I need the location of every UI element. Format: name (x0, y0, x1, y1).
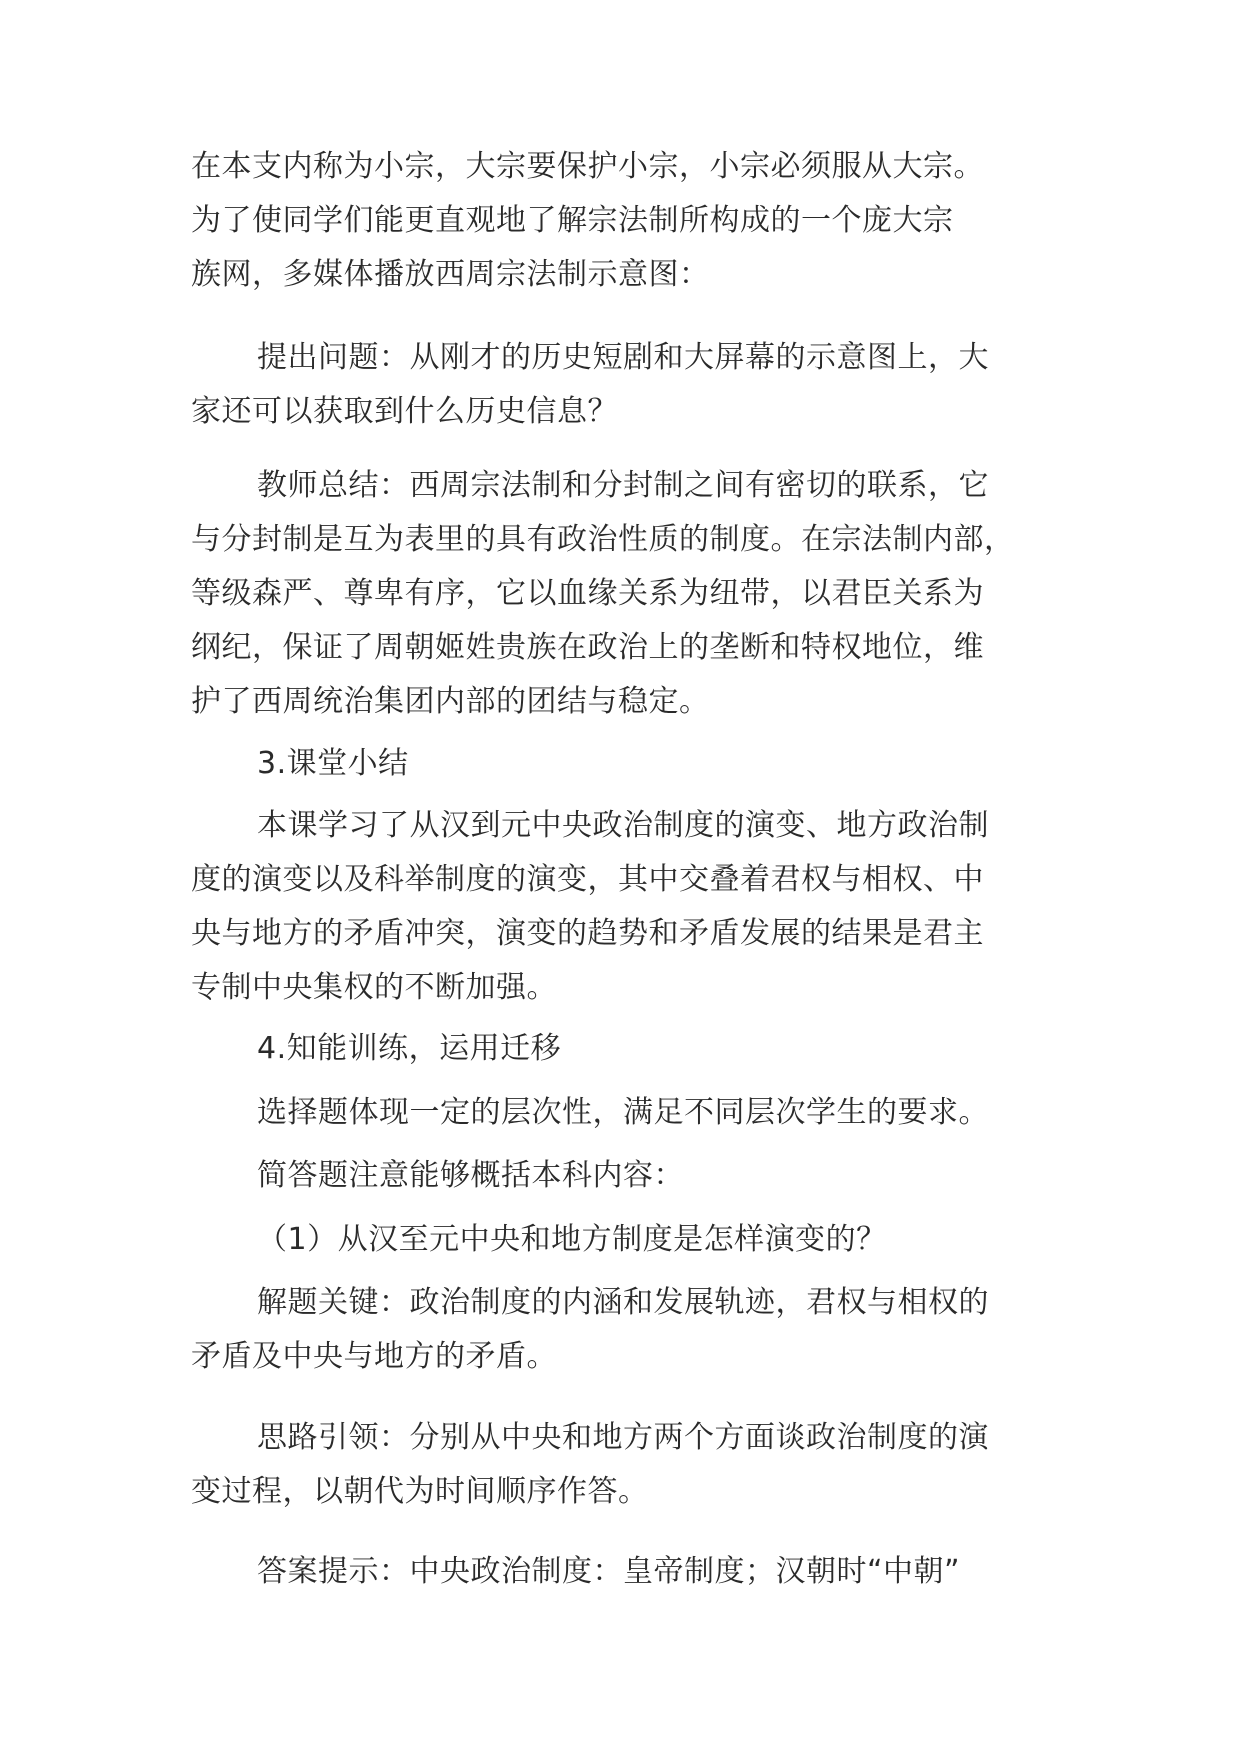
text-line: 解题关键：政治制度的内涵和发展轨迹，君权与相权的 (257, 1285, 989, 1320)
text-line: 简答题注意能够概括本科内容： (257, 1158, 684, 1193)
text-line: 与分封制是互为表里的具有政治性质的制度。在宗法制内部， (191, 522, 1015, 557)
text-line: 央与地方的矛盾冲突，演变的趋势和矛盾发展的结果是君主 (191, 916, 984, 951)
text-line: 度的演变以及科举制度的演变，其中交叠着君权与相权、中 (191, 862, 984, 897)
text-line: （1）从汉至元中央和地方制度是怎样演变的？ (257, 1222, 887, 1257)
section-heading: 4.知能训练，运用迁移 (257, 1031, 562, 1066)
text-line: 变过程，以朝代为时间顺序作答。 (191, 1474, 649, 1509)
text-line: 专制中央集权的不断加强。 (191, 970, 557, 1005)
text-line: 家还可以获取到什么历史信息？ (191, 394, 618, 429)
text-line: 等级森严、尊卑有序，它以血缘关系为纽带，以君臣关系为 (191, 576, 984, 611)
text-line: 思路引领：分别从中央和地方两个方面谈政治制度的演 (257, 1420, 989, 1455)
text-line: 选择题体现一定的层次性，满足不同层次学生的要求。 (257, 1095, 989, 1130)
section-heading: 3.课堂小结 (257, 746, 409, 781)
text-line: 本课学习了从汉到元中央政治制度的演变、地方政治制 (257, 808, 989, 843)
text-line: 在本支内称为小宗，大宗要保护小宗，小宗必须服从大宗。 (191, 149, 984, 184)
text-line: 护了西周统治集团内部的团结与稳定。 (191, 684, 710, 719)
text-line: 纲纪，保证了周朝姬姓贵族在政治上的垄断和特权地位，维 (191, 630, 984, 665)
text-line: 教师总结：西周宗法制和分封制之间有密切的联系，它 (257, 468, 989, 503)
text-line: 提出问题：从刚才的历史短剧和大屏幕的示意图上，大 (257, 340, 989, 375)
text-line: 答案提示：中央政治制度：皇帝制度；汉朝时“中朝” (257, 1554, 961, 1589)
text-line: 族网，多媒体播放西周宗法制示意图： (191, 257, 710, 292)
text-line: 为了使同学们能更直观地了解宗法制所构成的一个庞大宗 (191, 203, 954, 238)
text-line: 矛盾及中央与地方的矛盾。 (191, 1339, 557, 1374)
